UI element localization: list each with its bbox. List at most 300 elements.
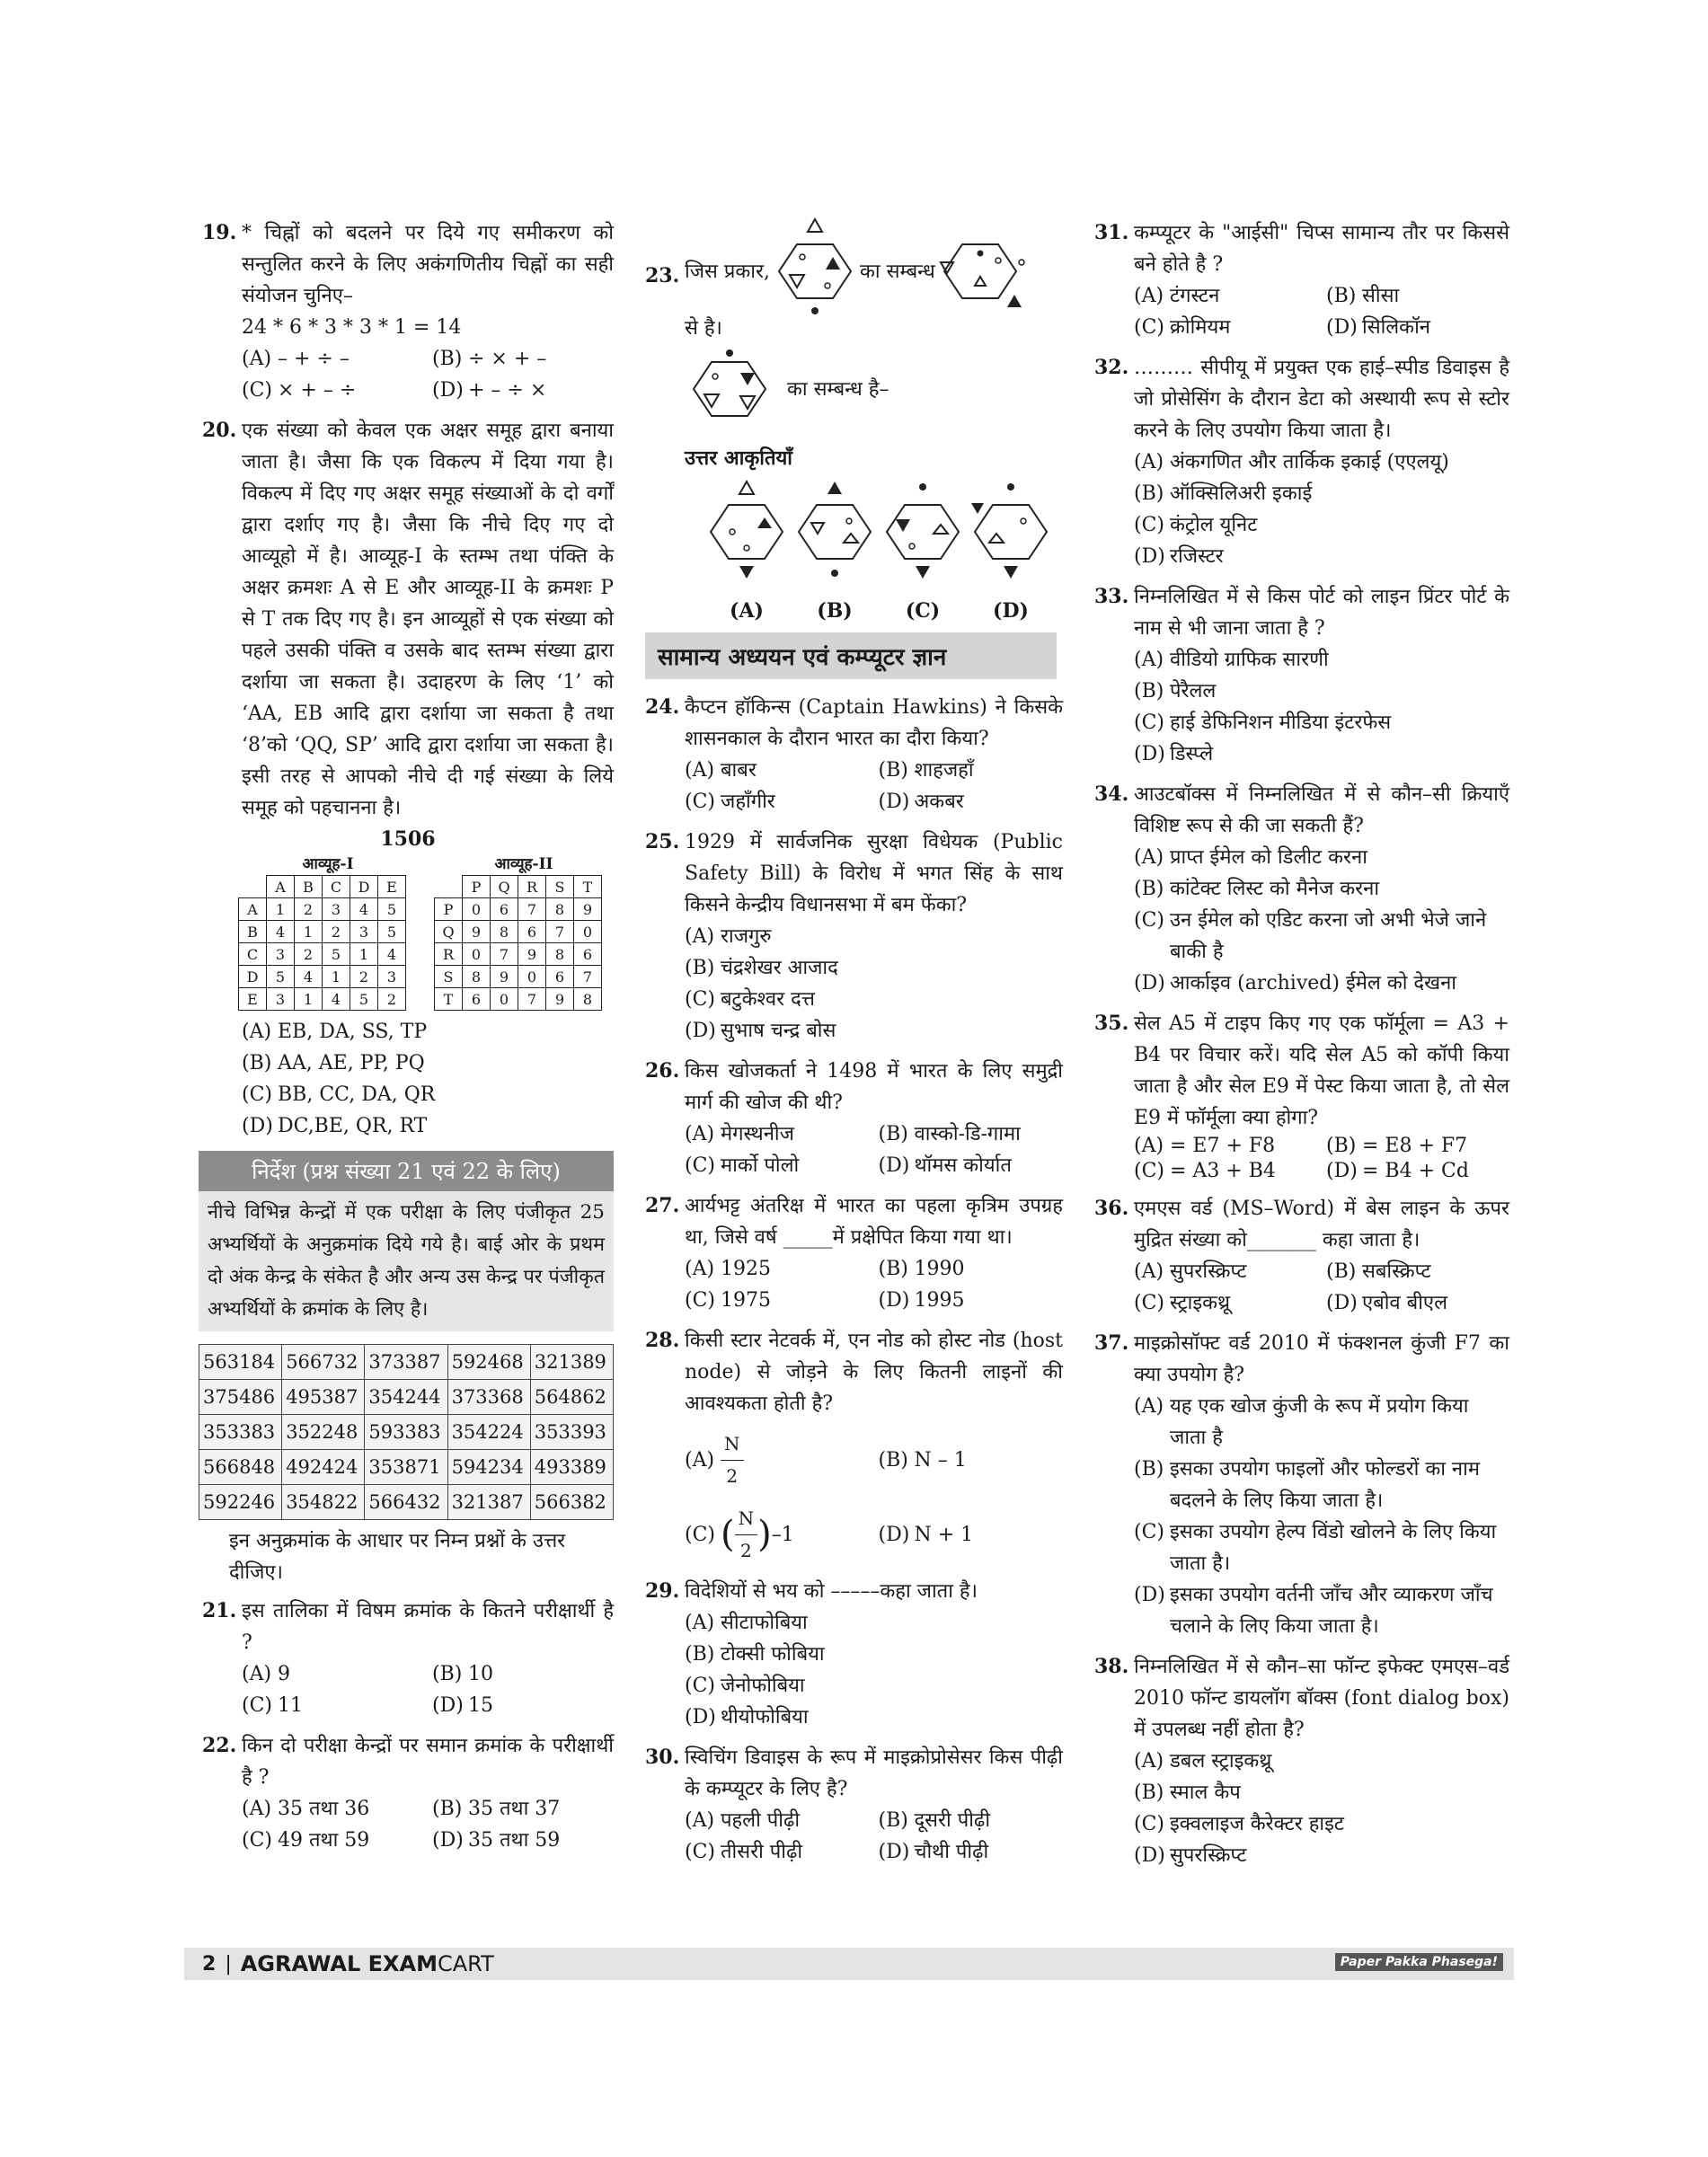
option-b[interactable] [1134, 676, 1509, 707]
option-text: सुभाष चन्द्र बोस [721, 1020, 836, 1042]
matrix-caption: आव्यूह-I [302, 855, 354, 873]
option-d[interactable] [1134, 1840, 1509, 1871]
option-b[interactable] [879, 1118, 1064, 1150]
option-c[interactable] [242, 1825, 423, 1856]
option-c[interactable] [1134, 312, 1317, 343]
matrix-2 [434, 853, 614, 1011]
option-b[interactable] [242, 1048, 614, 1079]
option-label: (B) [878, 1809, 908, 1832]
option-c[interactable] [685, 786, 870, 818]
question-number: 30. [645, 1746, 680, 1769]
option-a[interactable] [685, 1805, 870, 1836]
option-b[interactable] [1326, 1256, 1509, 1287]
question-28 [645, 1325, 1063, 1567]
option-b[interactable] [685, 952, 1063, 984]
option-a[interactable] [685, 755, 870, 786]
option-a[interactable] [685, 1428, 870, 1492]
option-text: 1995 [914, 1289, 965, 1312]
question-21 [202, 1596, 614, 1721]
question-number: 24. [645, 695, 680, 719]
option-a[interactable] [242, 343, 423, 375]
option-a[interactable] [685, 1253, 870, 1285]
option-c[interactable]: (C) ( $\frac{N}{2}$ ) –1 [685, 1503, 870, 1567]
option-label: (B) [1134, 680, 1164, 703]
options [242, 1016, 614, 1142]
option-a[interactable] [1134, 280, 1317, 312]
option-a[interactable] [685, 921, 1063, 952]
option-c[interactable] [685, 984, 1063, 1015]
option-text: राजगुरु [721, 925, 772, 948]
answer-label: (B) [817, 599, 853, 623]
question-number: 25. [645, 830, 680, 853]
roll-number-cell: 563184 [199, 1345, 282, 1380]
question-38 [1094, 1651, 1509, 1871]
roll-number-cell: 493389 [530, 1450, 613, 1485]
roll-number-cell: 375486 [199, 1380, 282, 1415]
option-d[interactable] [879, 786, 1064, 818]
option-text: + – ÷ × [468, 379, 547, 402]
option-label: (A) [1134, 649, 1164, 671]
option-text: बाबर [721, 759, 757, 782]
option-label: (A) [1134, 846, 1164, 869]
matrix-cell: 6 [546, 966, 574, 988]
option-d[interactable] [1326, 312, 1509, 343]
matrix-cell: 9 [518, 943, 546, 966]
option-label: (A) [1134, 1395, 1164, 1418]
options [685, 1607, 1063, 1733]
option-text: प्राप्त ईमेल को डिलीट करना [1170, 846, 1367, 869]
option-label: (C) [1134, 1813, 1164, 1835]
question-number: 38. [1094, 1655, 1129, 1678]
roll-number-cell: 354224 [447, 1415, 530, 1450]
matrix-cell: 3 [267, 988, 295, 1011]
option-text: N + 1 [914, 1524, 974, 1546]
option-label: (B) [432, 1663, 463, 1685]
option-text: मेगस्थनीज [721, 1123, 794, 1145]
options [1134, 1746, 1509, 1871]
option-b[interactable] [1134, 1454, 1509, 1516]
hexagon-figure-a [704, 478, 790, 586]
option-label: (D) [432, 1694, 464, 1717]
option-d[interactable] [242, 1110, 614, 1142]
option-b[interactable] [1326, 280, 1509, 312]
option-c[interactable] [1134, 1808, 1509, 1840]
option-b[interactable] [879, 1805, 1064, 1836]
question-text: किस खोजकर्ता ने 1498 में भारत के लिए समुद्री मार्ग की खोज की थी? [685, 1060, 1063, 1114]
question-number: 37. [1094, 1331, 1129, 1355]
option-a[interactable] [1134, 1134, 1317, 1159]
option-c[interactable] [685, 1836, 870, 1868]
question-20 [202, 415, 614, 824]
option-text: × + – ÷ [278, 379, 357, 402]
option-c[interactable] [1134, 905, 1509, 968]
option-label: (C) [685, 1289, 715, 1312]
options [1134, 644, 1509, 770]
roll-number-cell: 353393 [530, 1415, 613, 1450]
option-label: (D) [1326, 316, 1358, 339]
matrix-cell: 8 [574, 988, 602, 1011]
option-d[interactable] [1326, 1287, 1509, 1319]
option-label: (B) [432, 348, 463, 370]
question-33 [1094, 581, 1509, 770]
option-text: टोक्सी फोबिया [721, 1643, 825, 1666]
option-label: (B) [1326, 1260, 1357, 1283]
option-d[interactable] [879, 1285, 1064, 1316]
option-a[interactable] [242, 1658, 423, 1690]
option-label: (D) [1326, 1292, 1358, 1314]
option-label: (C) [1134, 1292, 1164, 1314]
matrix-col-header: T [574, 876, 602, 898]
table-row [199, 1485, 614, 1520]
roll-number-cell: 354244 [365, 1380, 447, 1415]
option-b[interactable] [432, 1658, 614, 1690]
option-text: 35 तथा 37 [468, 1798, 561, 1820]
option-d[interactable] [1134, 968, 1509, 999]
options [685, 1805, 1063, 1868]
question-35 [1094, 1008, 1509, 1184]
option-text: पेरैलल [1170, 680, 1217, 703]
roll-number-cell: 592468 [447, 1345, 530, 1380]
option-text: क्रोमियम [1170, 316, 1231, 339]
roll-number-cell: 593383 [365, 1415, 447, 1450]
matrix-table [238, 875, 406, 1011]
option-a[interactable] [1134, 1391, 1509, 1454]
option-text: स्माल कैप [1170, 1781, 1241, 1804]
option-text: कंट्रोल यूनिट [1170, 514, 1258, 536]
option-c[interactable] [242, 1079, 614, 1110]
option-a[interactable] [242, 1016, 614, 1048]
option-a[interactable] [685, 1607, 1063, 1639]
option-label: (C) [242, 1694, 272, 1717]
option-text: = E8 + F7 [1362, 1135, 1468, 1157]
option-label: (A) [1134, 1135, 1164, 1157]
matrix-cell: 6 [518, 921, 546, 943]
option-label: (D) [432, 379, 464, 402]
option-label: (C) [685, 988, 715, 1011]
option-a[interactable] [1134, 644, 1509, 676]
option-c[interactable] [242, 375, 423, 406]
option-label: (B) [685, 1643, 715, 1666]
option-label: (A) [242, 348, 272, 370]
matrix-cell: 7 [546, 921, 574, 943]
question-number: 35. [1094, 1012, 1129, 1035]
option-text: पहली पीढ़ी [721, 1809, 801, 1832]
roll-number-cell: 495387 [282, 1380, 365, 1415]
option-d[interactable] [879, 1519, 1064, 1551]
question-text: किन दो परीक्षा केन्द्रों पर समान क्रमांक के परीक्षार्थी है ? [242, 1735, 614, 1789]
options [242, 1658, 614, 1721]
option-b[interactable] [432, 1793, 614, 1825]
option-d[interactable] [1134, 1579, 1509, 1642]
option-text: = B4 + Cd [1362, 1160, 1469, 1182]
option-b[interactable] [1134, 1777, 1509, 1808]
fraction-n-over-2: $\frac{N}{2}$ [735, 1503, 758, 1567]
matrix-row-header: D [239, 966, 267, 988]
option-text: अंकगणित और तार्किक इकाई (एएलयू) [1170, 451, 1449, 473]
option-a[interactable] [1134, 1256, 1317, 1287]
option-label: (A) [242, 1663, 272, 1685]
option-label: (D) [242, 1115, 273, 1137]
matrix-col-header: P [463, 876, 491, 898]
option-label: (D) [685, 1020, 716, 1042]
option-label: (D) [432, 1829, 464, 1852]
option-text: जहाँगीर [721, 791, 775, 813]
option-label: (C) [242, 379, 272, 402]
option-text: सुपरस्क्रिप्ट [1170, 1260, 1247, 1283]
option-label: (A) [242, 1021, 272, 1043]
option-d[interactable] [685, 1702, 1063, 1733]
option-text: ऑक्सिलिअरी इकाई [1170, 482, 1313, 505]
option-a[interactable] [1134, 1746, 1509, 1777]
option-c[interactable] [1134, 1516, 1509, 1579]
matrix-cell: 4 [323, 988, 350, 1011]
matrix-cell: 7 [518, 988, 546, 1011]
option-label: (C) [1134, 1160, 1164, 1182]
option-b[interactable] [432, 343, 614, 375]
option-a[interactable] [1134, 446, 1509, 478]
option-text: बटुकेश्वर दत्त [721, 988, 816, 1011]
matrix-cell: 9 [574, 898, 602, 921]
option-label: (B) [685, 957, 715, 979]
option-label: (C) [685, 791, 715, 813]
option-label: (C) [242, 1829, 272, 1852]
option-b[interactable] [879, 755, 1064, 786]
option-text: 1975 [721, 1289, 771, 1312]
options [685, 921, 1063, 1047]
option-a[interactable] [1134, 842, 1509, 873]
option-text: मार्को पोलो [721, 1154, 800, 1177]
option-text: दूसरी पीढ़ी [914, 1809, 991, 1832]
option-text: सीटाफोबिया [721, 1612, 808, 1634]
answer-figure-a[interactable] [703, 478, 791, 627]
question-text: निम्नलिखित में से किस पोर्ट को लाइन प्रिंटर पोर्ट के नाम से भी जाना जाता है ? [1134, 586, 1509, 640]
question-text: का सम्बन्ध है– [787, 377, 889, 401]
option-d[interactable] [1134, 541, 1509, 572]
options [685, 1253, 1063, 1316]
option-b[interactable] [1134, 873, 1509, 905]
option-c[interactable] [685, 1285, 870, 1316]
matrix-cell: 9 [491, 966, 518, 988]
option-label: (D) [1134, 972, 1165, 995]
question-number: 28. [645, 1329, 680, 1352]
options [685, 1118, 1063, 1181]
hexagon-figure-d [968, 478, 1054, 586]
hexagon-figure-3 [685, 344, 774, 434]
matrix-col-header: D [350, 876, 378, 898]
options [1134, 446, 1509, 572]
option-text: सीसा [1362, 285, 1400, 307]
roll-number-cell: 564862 [530, 1380, 613, 1415]
option-text: सबस्क्रिप्ट [1362, 1260, 1431, 1283]
matrix-cell: 6 [491, 898, 518, 921]
options [1134, 280, 1509, 343]
page-number: 2 [202, 1952, 217, 1976]
option-label: (C) [242, 1083, 272, 1106]
option-c[interactable] [242, 1690, 423, 1721]
roll-number-cell: 321387 [447, 1485, 530, 1520]
matrix-cell: 5 [378, 921, 406, 943]
option-text: अकबर [914, 791, 964, 813]
column-left [202, 217, 614, 1865]
option-d[interactable] [1326, 1159, 1509, 1184]
matrix-cell: 9 [546, 988, 574, 1011]
options [1134, 1256, 1509, 1319]
question-34 [1094, 779, 1509, 999]
matrix-col-header: R [518, 876, 546, 898]
table-row [199, 1450, 614, 1485]
roll-number-cell: 373387 [365, 1345, 447, 1380]
matrix-col-header: S [546, 876, 574, 898]
matrix-cell: 4 [295, 966, 323, 988]
option-label: (D) [1134, 1844, 1165, 1867]
question-number: 29. [645, 1579, 680, 1603]
footer-separator: | [225, 1952, 232, 1976]
option-c[interactable] [1134, 1287, 1317, 1319]
question-text: माइक्रोसॉफ्ट वर्ड 2010 में फंक्शनल कुंजी F7 का क्या उपयोग है? [1134, 1332, 1509, 1386]
matrix-cell: 3 [350, 921, 378, 943]
fraction-n-over-2: $\frac{N}{2}$ [721, 1428, 744, 1492]
answer-figure-d[interactable] [967, 478, 1055, 627]
question-number: 26. [645, 1059, 680, 1083]
option-text: एबोव बीएल [1362, 1292, 1447, 1314]
matrix-cell: 7 [491, 943, 518, 966]
option-label: (D) [1326, 1160, 1358, 1182]
matrix-cell: 5 [350, 988, 378, 1011]
roll-number-cell: 492424 [282, 1450, 365, 1485]
option-b[interactable] [879, 1253, 1064, 1285]
options [1134, 842, 1509, 999]
option-text: DC,BE, QR, RT [278, 1115, 428, 1137]
question-number: 27. [645, 1194, 680, 1217]
option-label: (B) [878, 1449, 908, 1472]
hexagon-figure-c [880, 478, 966, 586]
matrix-cell: 4 [378, 943, 406, 966]
option-c[interactable] [1134, 1159, 1317, 1184]
option-label: (A) [685, 1258, 715, 1280]
hexagon-figure-2 [935, 217, 1025, 325]
option-text: कांटेक्ट लिस्ट को मैनेज करना [1170, 878, 1380, 900]
question-text: 1929 में सार्वजनिक सुरक्षा विधेयक (Public Safety Bill) के विरोध में भगत सिंह के साथ किसने केन्द्रीय विधानसभा में बम फेंका? [685, 831, 1063, 916]
hexagon-figure-1 [770, 217, 860, 325]
option-d[interactable] [432, 1825, 614, 1856]
column-middle [645, 217, 1063, 1877]
option-text: 35 तथा 59 [468, 1829, 561, 1852]
option-text: सिलिकॉन [1362, 316, 1430, 339]
option-text: रजिस्टर [1170, 545, 1224, 568]
option-d[interactable] [432, 1690, 614, 1721]
option-d[interactable] [879, 1150, 1064, 1181]
matrix-col-header: A [267, 876, 295, 898]
answer-figure-c[interactable] [879, 478, 967, 627]
option-text: इक्वलाइज कैरेक्टर हाइट [1170, 1813, 1344, 1835]
matrix-cell: 1 [350, 943, 378, 966]
question-number: 23. [645, 264, 680, 287]
option-a[interactable] [685, 1118, 870, 1150]
option-label: (B) [1134, 1458, 1164, 1481]
option-b[interactable] [685, 1639, 1063, 1670]
option-text: चंद्रशेखर आजाद [721, 957, 838, 979]
question-text: कम्प्यूटर के "आईसी" चिप्स सामान्य तौर पर किससे बने होते है ? [1134, 222, 1509, 276]
option-text: उन ईमेल को एडिट करना जो अभी भेजे जाने बाकी है [1170, 909, 1487, 963]
option-c[interactable] [685, 1670, 1063, 1702]
matrix-cell: 8 [463, 966, 491, 988]
question-number: 33. [1094, 585, 1129, 608]
option-label: (C) [685, 1675, 715, 1697]
option-text: हाई डेफिनिशन मीडिया इंटरफेस [1170, 712, 1392, 734]
roll-number-cell: 566732 [282, 1345, 365, 1380]
option-label: (C) [1134, 909, 1164, 932]
option-label: (D) [1134, 743, 1165, 765]
option-c[interactable] [1134, 509, 1509, 541]
option-d[interactable] [432, 375, 614, 406]
matrix-cell: 0 [491, 988, 518, 1011]
option-label: (A) [1134, 1260, 1164, 1283]
option-text: EB, DA, SS, TP [278, 1021, 428, 1043]
option-text: BB, CC, DA, QR [278, 1083, 436, 1106]
matrix-col-header: Q [491, 876, 518, 898]
option-d[interactable] [1134, 738, 1509, 770]
question-37 [1094, 1328, 1509, 1642]
option-text: चौथी पीढ़ी [914, 1841, 989, 1863]
option-d[interactable] [685, 1015, 1063, 1047]
option-c[interactable] [685, 1150, 870, 1181]
option-text: 15 [468, 1694, 493, 1717]
question-36 [1094, 1193, 1509, 1319]
matrix-cell: 0 [574, 921, 602, 943]
roll-number-cell: 592246 [199, 1485, 282, 1520]
roll-number-cell: 352248 [282, 1415, 365, 1450]
option-d[interactable] [879, 1836, 1064, 1868]
option-text: AA, AE, PP, PQ [278, 1052, 425, 1074]
matrix-cell: 7 [518, 898, 546, 921]
option-label: (C) [685, 1154, 715, 1177]
question-29 [645, 1576, 1063, 1733]
matrix-cell: 8 [546, 898, 574, 921]
option-text: इसका उपयोग हेल्प विंडो खोलने के लिए किया जाता है। [1170, 1521, 1497, 1575]
matrix-cell: 5 [378, 898, 406, 921]
question-text: इस तालिका में विषम क्रमांक के कितने परीक्षार्थी है ? [242, 1600, 614, 1654]
option-text: = A3 + B4 [1170, 1160, 1276, 1182]
option-label: (B) [1134, 482, 1164, 505]
matrix-row-header: P [435, 898, 463, 921]
matrix-row-header: S [435, 966, 463, 988]
question-number: 20. [202, 419, 237, 442]
matrix-cell: 3 [378, 966, 406, 988]
option-text: 9 [278, 1663, 290, 1685]
option-label: (A) [685, 1809, 715, 1832]
matrix-cell: 2 [378, 988, 406, 1011]
question-text: जिस प्रकार, [685, 260, 770, 283]
roll-number-cell: 566848 [199, 1450, 282, 1485]
option-b[interactable] [1326, 1134, 1509, 1159]
matrix-cell: 2 [350, 966, 378, 988]
question-text: * चिह्नों को बदलने पर दिये गए समीकरण को सन्तुलित करने के लिए अकंगणितीय चिह्नों का सही संयोजन चुनिए– [242, 222, 614, 307]
answer-figure-b[interactable] [791, 478, 879, 627]
option-a[interactable] [242, 1793, 423, 1825]
brand-name: AGRAWAL EXAM [240, 1951, 438, 1976]
option-label: (A) [685, 1123, 715, 1145]
question-23 [645, 217, 1063, 627]
question-text: आर्यभट्ट अंतरिक्ष में भारत का पहला कृत्रिम उपग्रह था, जिसे वर्ष _____में प्रक्षेपित किया गया था। [685, 1195, 1063, 1249]
option-label: (C) [685, 1841, 715, 1863]
option-label: (D) [878, 1154, 910, 1177]
section-heading: सामान्य अध्ययन एवं कम्प्यूटर ज्ञान [645, 632, 1057, 679]
option-b[interactable] [879, 1445, 1064, 1476]
question-number: 21. [202, 1599, 237, 1622]
option-c[interactable] [1134, 707, 1509, 738]
option-b[interactable] [1134, 478, 1509, 509]
matrix-cell: 8 [491, 921, 518, 943]
